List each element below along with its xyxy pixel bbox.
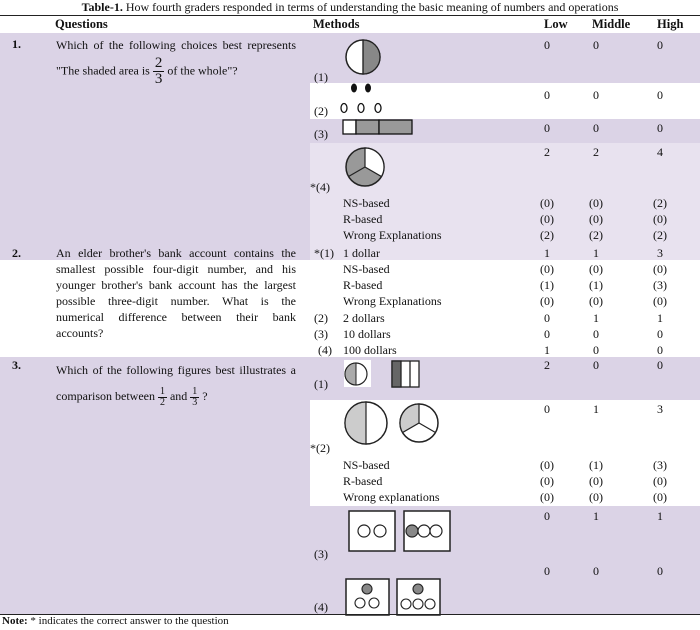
q2-opt1-mid: 1 (593, 246, 599, 260)
q3-opt4-mid: 0 (593, 564, 599, 578)
q3-ns-mid: (1) (589, 458, 603, 472)
q2-opt2-label: 2 dollars (343, 311, 385, 325)
q3-number: 3. (12, 358, 21, 372)
q2-r-low: (1) (540, 278, 554, 292)
q3-fig3-boxes (349, 510, 453, 554)
table-header (0, 15, 700, 34)
q1-ns-low: (0) (540, 196, 554, 210)
q2-opt3-mark: (3) (314, 327, 328, 341)
q3-opt3-label: (3) (314, 547, 328, 561)
q1-frac-n: 2 (154, 55, 163, 71)
q1-opt1-mid: 0 (593, 38, 599, 52)
q3-opt2-label: *(2) (310, 441, 330, 455)
table-caption: How fourth graders responded in terms of understanding the basic meaning of numbers and operations (122, 0, 619, 14)
q2-opt4-mark: (4) (318, 343, 332, 357)
q1-wrong-mid: (2) (589, 228, 603, 242)
q2-r-high: (3) (653, 278, 667, 292)
q2-ns-high: (0) (653, 262, 667, 276)
q3-ns-high: (3) (653, 458, 667, 472)
q1-opt4-label: *(4) (310, 180, 330, 194)
q2-opt2-mark: (2) (314, 311, 328, 325)
q2-opt4-mid: 0 (593, 343, 599, 357)
header-high: High (657, 17, 684, 31)
q3-text-a: Which of the following figures best illustrates a comparison between (56, 363, 296, 403)
q2-text: An elder brother's bank account contains the smallest possible four-digit number, and his younger brother's bank account has the largest possible three-digit number. What is the numerical difference between their bank accounts? (56, 246, 296, 340)
q2-ns-mid: (0) (589, 262, 603, 276)
note-label: Note: (2, 615, 28, 627)
q3-r-mid: (0) (589, 474, 603, 488)
q2-wrong-low: (0) (540, 294, 554, 308)
q3-wrong-mid: (0) (589, 490, 603, 504)
q2-number: 2. (12, 246, 21, 260)
q1-frac-d: 3 (154, 71, 163, 87)
q1-fig2-circles (340, 83, 410, 117)
q2-opt4-label: 100 dollars (343, 343, 397, 357)
q3-wrong-high: (0) (653, 490, 667, 504)
q2-wrong-mid: (0) (589, 294, 603, 308)
q3-fig1-shapes (344, 360, 424, 388)
note-text: * indicates the correct answer to the question (27, 615, 229, 627)
q1-number: 1. (12, 37, 21, 51)
q1-opt3-high: 0 (657, 121, 663, 135)
q2-wrong-high: (0) (653, 294, 667, 308)
q3-opt4-label: (4) (314, 600, 328, 614)
q3-opt2-low: 0 (544, 402, 550, 416)
q3-r-high: (0) (653, 474, 667, 488)
q3-f1-n: 1 (159, 385, 165, 397)
q1-opt4-high: 4 (657, 145, 663, 159)
q1-opt3-mid: 0 (593, 121, 599, 135)
q2-opt3-label: 10 dollars (343, 327, 391, 341)
q1-ns-mid: (0) (589, 196, 603, 210)
q1-sub-wrong: Wrong Explanations (343, 228, 442, 242)
q3-opt1-label: (1) (314, 377, 328, 391)
q1-opt2-high: 0 (657, 88, 663, 102)
q3-sub-ns: NS-based (343, 458, 390, 472)
q1-opt3-low: 0 (544, 121, 550, 135)
q3-sub-r: R-based (343, 474, 383, 488)
q3-fraction-half (158, 387, 167, 408)
q1-text (56, 35, 296, 87)
q3-sub-wrong: Wrong explanations (343, 490, 440, 504)
q3-and: and (169, 389, 188, 403)
q3-wrong-low: (0) (540, 490, 554, 504)
q3-fig2-circles (344, 401, 444, 451)
q2-ns-low: (0) (540, 262, 554, 276)
q3-text-b: ? (202, 389, 208, 403)
q3-ns-low: (0) (540, 458, 554, 472)
q2-sub-ns: NS-based (343, 262, 390, 276)
q2-opt3-mid: 0 (593, 327, 599, 341)
q3-f2-d: 3 (192, 396, 198, 408)
q3-fig4-boxes (346, 578, 446, 618)
q1-opt1-label: (1) (314, 70, 328, 84)
q2-opt1-mark: *(1) (314, 246, 334, 260)
q3-opt3-mid: 1 (593, 509, 599, 523)
q2-opt1-label: 1 dollar (343, 246, 380, 260)
table-note (2, 615, 229, 627)
header-questions: Questions (55, 17, 108, 31)
q1-r-high: (0) (653, 212, 667, 226)
q1-fig1-half-circle (345, 39, 385, 79)
q1-opt3-label: (3) (314, 127, 328, 141)
q2-opt2-mid: 1 (593, 311, 599, 325)
q2-opt1-high: 3 (657, 246, 663, 260)
q1-text-b: of the whole"? (167, 63, 238, 78)
q1-r-low: (0) (540, 212, 554, 226)
q1-opt4-low: 2 (544, 145, 550, 159)
q2-opt1-low: 1 (544, 246, 550, 260)
q1-fraction (153, 56, 165, 87)
q3-fraction-third (190, 387, 199, 408)
q1-opt2-label: (2) (314, 104, 328, 118)
q1-r-mid: (0) (589, 212, 603, 226)
q2-r-mid: (1) (589, 278, 603, 292)
q1-text-a: Which of the following choices best represents "The shaded area is (56, 38, 296, 78)
q3-f1-d: 2 (159, 396, 165, 408)
q2-sub-r: R-based (343, 278, 383, 292)
q3-opt3-low: 0 (544, 509, 550, 523)
header-low: Low (544, 17, 568, 31)
q1-ns-high: (2) (653, 196, 667, 210)
q1-opt2-low: 0 (544, 88, 550, 102)
q3-opt2-high: 3 (657, 402, 663, 416)
q1-wrong-low: (2) (540, 228, 554, 242)
q2-opt3-low: 0 (544, 327, 550, 341)
q3-f2-n: 1 (192, 385, 198, 397)
q1-opt1-high: 0 (657, 38, 663, 52)
q1-sub-r: R-based (343, 212, 383, 226)
q2-sub-wrong: Wrong Explanations (343, 294, 442, 308)
q1-fig3-bar (342, 119, 414, 137)
q2-opt3-high: 0 (657, 327, 663, 341)
table-label: Table-1. (81, 0, 123, 14)
q1-fig4-thirds-circle (345, 147, 389, 191)
q2-opt4-low: 1 (544, 343, 550, 357)
q1-opt2-mid: 0 (593, 88, 599, 102)
q2-opt4-high: 0 (657, 343, 663, 357)
q3-opt3-high: 1 (657, 509, 663, 523)
q3-opt2-mid: 1 (593, 402, 599, 416)
q3-opt4-high: 0 (657, 564, 663, 578)
q2-opt2-high: 1 (657, 311, 663, 325)
q3-r-low: (0) (540, 474, 554, 488)
q3-opt1-mid: 0 (593, 358, 599, 372)
q1-wrong-high: (2) (653, 228, 667, 242)
q1-opt4-mid: 2 (593, 145, 599, 159)
header-middle: Middle (592, 17, 631, 31)
q1-opt1-low: 0 (544, 38, 550, 52)
q3-opt1-low: 2 (544, 358, 550, 372)
table-title (0, 0, 700, 14)
q3-opt1-high: 0 (657, 358, 663, 372)
q2-opt2-low: 0 (544, 311, 550, 325)
q1-sub-ns: NS-based (343, 196, 390, 210)
q3-opt4-low: 0 (544, 564, 550, 578)
header-methods: Methods (313, 17, 360, 31)
q3-text (56, 357, 296, 409)
